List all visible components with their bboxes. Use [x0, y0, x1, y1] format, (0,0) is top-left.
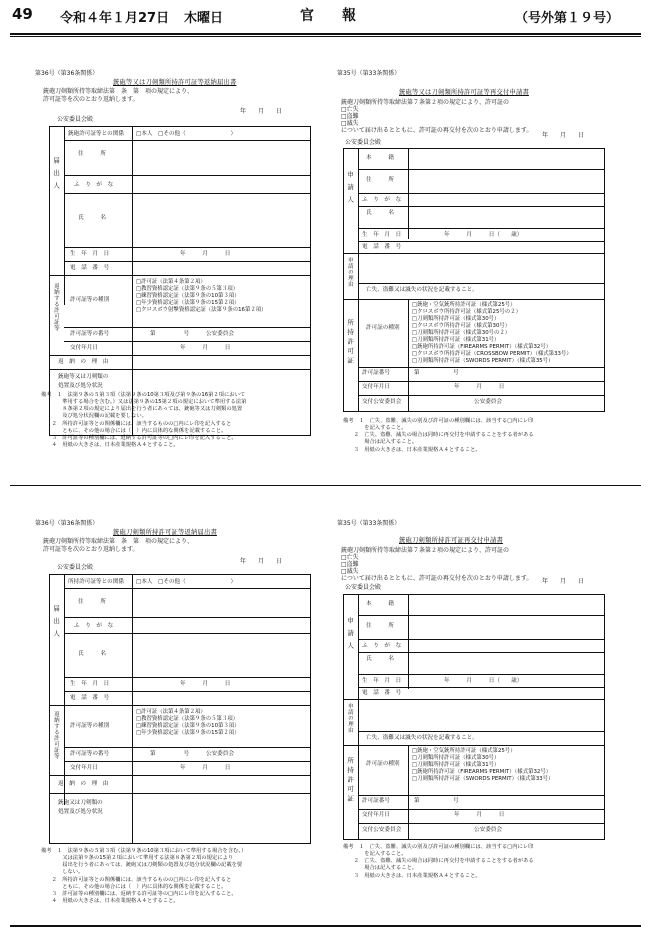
loss-instruction: 亡失、盗難又は滅失の状況を記載すること。	[366, 287, 478, 293]
form-notes: 備考 １ 法第９条の５第３項（法第９条の10第３項及び第９条の16第２項において 準用する場合を含む。）又は法第９条の15第２項の規定において準用する法第 ８条第２項の規定により届出を行う者にあっては、銃砲等又は刀剣類の処置 及び処分状況欄の記載を要しない。 ２ 所持許可証等との関係欄には、該当するものの□内にレ印を記入すると ともに、その他の場合には（ ）内に具体的な関係を記載すること。 ３ 許可証等の種別欄には、返納する許可証等の□内にレ印を記入すること。 ４ 用紙の大きさは、日本産業規格Ａ４とすること。	[41, 392, 247, 448]
kind-label: 許可証等の種別	[70, 297, 110, 303]
furigana-label: ふ り が な	[362, 197, 402, 203]
furigana-label: ふ り が な	[74, 182, 114, 188]
kind-option[interactable]: □銃砲所持許可証（FIREARMS PERMIT）（様式第32号）	[412, 769, 552, 776]
domicile-label: 本 籍	[366, 601, 394, 607]
birthdate-value[interactable]: 年 月 日	[180, 681, 231, 687]
reason-label: 返 納 の 理 由	[58, 359, 109, 365]
kind-option[interactable]: □クロスボウ射撃資格認定証（法第９条の16第２項）	[136, 307, 267, 314]
commission-line: 公安委員会殿	[345, 139, 382, 146]
authority-value[interactable]: 公安委員会	[474, 827, 502, 833]
kind-option[interactable]: □クロスボウ所持許可証（様式第30号）	[412, 323, 511, 330]
number-value[interactable]: 第 号	[414, 798, 459, 804]
kind-option[interactable]: □年少資格認定証（法第９条の15第２項）	[136, 300, 240, 307]
form-intro: 銃砲刀剣類所持等取締法第 条 第 項の規定により、 許可証等を次のとおり返納します。	[43, 538, 194, 553]
kind-option[interactable]: □クロスボウ所持許可証（CROSSBOW PERMIT）（様式第33号）	[412, 351, 572, 358]
date-line: 年 月 日	[542, 132, 585, 139]
kind-option[interactable]: □銃砲所持許可証（FIREARMS PERMIT）（様式第32号）	[412, 344, 552, 351]
number-value[interactable]: 第 号 公安委員会	[150, 331, 234, 337]
authority-label: 交付公安委員会	[362, 399, 402, 405]
publication-title: 官 報	[300, 8, 356, 24]
number-label: 許可証等の番号	[70, 331, 110, 337]
issued-value[interactable]: 年 月 日	[180, 345, 231, 351]
issued-label: 交付年月日	[362, 812, 390, 818]
kind-option[interactable]: □刀剣類所持許可証（様式第31号）	[412, 337, 500, 344]
birthdate-label: 生 年 月 日	[362, 678, 402, 684]
form-reissue-top	[337, 70, 637, 470]
issued-value[interactable]: 年 月 日	[454, 812, 505, 818]
kind-option[interactable]: □教習資格認定証（法第９条の５第３項）	[136, 716, 239, 723]
address-label: 住 所	[78, 151, 106, 157]
holding-section-label: 所持許可証	[346, 319, 355, 367]
form-intro: 銃砲刀剣類所持等取締法第 条 第 項の規定により、 許可証等を次のとおり返納します。	[43, 88, 194, 103]
relation-options[interactable]: □本人 □その他（ ）	[136, 131, 237, 137]
form-number: 第36号（第36条関係）	[35, 70, 99, 77]
date-line: 年 月 日	[542, 578, 585, 585]
birthdate-value[interactable]: 年 月 日（ 歳）	[444, 678, 523, 684]
form-title: 銃砲等又は刀剣類所持許可証等返納届出書	[113, 79, 237, 86]
form-notes: 備考 １ 亡失、盗難、滅失の別及び許可証の種別欄には、該当する□内にレ印 を記入すること。 ２ 亡失、盗難、滅失の場合は同時に再交付を申請することをする者がある 場合は記入すること。 ３ 用紙の大きさは、日本産業規格Ａ４とすること。	[343, 844, 534, 879]
kind-option[interactable]: □刀剣類所持許可証（様式第30号）	[412, 755, 500, 762]
phone-label: 電 話 番 号	[362, 244, 402, 250]
address-label: 住 所	[366, 177, 394, 183]
kind-label: 許可証の種別	[366, 761, 400, 767]
kind-options[interactable]	[412, 748, 553, 783]
birthdate-label: 生 年 月 日	[70, 681, 110, 687]
form-reissue-bottom	[337, 520, 637, 920]
side-label: 申請人	[346, 171, 355, 209]
form-number: 第36号（第36条関係）	[35, 520, 99, 527]
kind-options[interactable]	[136, 279, 267, 314]
issued-value[interactable]: 年 月 日	[454, 384, 505, 390]
kind-option[interactable]: □銃砲・空気銃所持許可証（様式第25号）	[412, 302, 516, 308]
number-value[interactable]: 第 号 公安委員会	[150, 751, 234, 757]
name-label: 氏 名	[366, 210, 394, 216]
date-line: 年 月 日	[240, 558, 283, 565]
kind-option[interactable]: □銃砲・空気銃所持許可証（様式第25号）	[412, 748, 516, 754]
furigana-label: ふ り が な	[362, 643, 402, 649]
kind-label: 許可証の種別	[366, 325, 400, 331]
page-header	[0, 0, 651, 30]
header-rule	[10, 33, 641, 35]
issued-label: 交付年月日	[70, 765, 98, 771]
commission-line: 公安委員会殿	[57, 116, 94, 123]
form-intro: 銃砲刀剣類所持等取締法第７条第２項の規定により、許可証の □亡失 □盗難 □滅失 について届け出るとともに、許可証の再交付を次のとおり申請します。	[341, 99, 533, 134]
number-label: 許可証番号	[362, 370, 390, 376]
return-section-label: 返納する許可証等	[52, 711, 59, 759]
disposal-label: 銃砲又は刀剣類の 処置及び処分状況	[58, 800, 103, 815]
reissue-form-table	[343, 594, 605, 840]
issue-number: （号外第１９号）	[515, 11, 620, 26]
authority-value[interactable]: 公安委員会	[474, 399, 502, 405]
kind-options[interactable]	[412, 302, 572, 365]
phone-label: 電 話 番 号	[362, 690, 402, 696]
kind-option[interactable]: □刀剣類所持許可証（様式第31号）	[412, 762, 500, 769]
footer-rule	[10, 925, 641, 927]
form-return-bottom	[35, 520, 335, 920]
header-weekday: 木曜日	[184, 11, 224, 26]
kind-option[interactable]: □教習資格認定証（法第９条の５第３項）	[136, 286, 239, 293]
date-line: 年 月 日	[240, 108, 283, 115]
form-title: 銃砲刀剣類所持許可証等返納届出書	[113, 529, 217, 536]
birthdate-value[interactable]: 年 月 日	[180, 251, 231, 257]
kind-option[interactable]: □練習資格認定証（法第９条の10第３項）	[136, 293, 240, 300]
issued-label: 交付年月日	[362, 384, 390, 390]
birthdate-label: 生 年 月 日	[70, 251, 110, 257]
form-notes: 備考 １ 亡失、盗難、滅失の別及び許可証の種別欄には、該当する□内にレ印 を記入すること。 ２ 亡失、盗難、滅失の場合は同時に再交付を申請することをする者がある 場合は記入すること。 ３ 用紙の大きさは、日本産業規格Ａ４とすること。	[343, 418, 534, 453]
address-label: 住 所	[78, 599, 106, 605]
phone-label: 電 話 番 号	[70, 695, 110, 701]
form-number: 第35号（第33条関係）	[337, 520, 401, 527]
holding-section-label: 所持許可証	[346, 757, 355, 805]
side-label: 申請人	[346, 617, 355, 655]
kind-option[interactable]: □クロスボウ所持許可証（様式第25号の２）	[412, 309, 521, 316]
kind-option[interactable]: □刀剣類所持許可証（様式第30号の２）	[412, 330, 511, 337]
kind-label: 許可証等の種別	[70, 723, 110, 729]
number-value[interactable]: 第 号	[414, 370, 459, 376]
kind-option[interactable]: □刀剣類所持許可証（SWORDS PERMIT）（様式第35号）	[412, 358, 554, 365]
return-section-label: 返納する許可証等	[52, 283, 59, 331]
phone-label: 電 話 番 号	[70, 265, 110, 271]
number-label: 許可証番号	[362, 798, 390, 804]
commission-line: 公安委員会殿	[345, 584, 382, 591]
side-label: 届出人	[52, 605, 61, 643]
loss-instruction: 亡失、盗難又は滅失の状況を記載すること。	[366, 735, 478, 741]
disposal-label: 銃砲等又は刀剣類の 処置及び処分状況	[58, 374, 109, 389]
return-form-table	[49, 574, 311, 844]
address-label: 住 所	[366, 623, 394, 629]
name-label: 氏 名	[78, 215, 106, 221]
form-notes: 備考 １ 法第９条の５第３項（法第９条の10第３項において準用する場合を含む。） 又は法第９条の15第２項において準用する法第８条第２項の規定により 届出を行う者にあっては、銃砲又は刀剣類の処置及び処分状況欄の記載を要 しない。 ２ 所持許可証等との関係欄には、該当するものの□内にレ印を記入すると ともに、その他の場合には（ ）内に具体的な関係を記載すること。 ３ 許可証等の種別欄には、返納する許可証等の□内にレ印を記入すること。 ４ 用紙の大きさは、日本産業規格Ａ４とすること。	[41, 848, 247, 904]
issued-value[interactable]: 年 月 日	[180, 765, 231, 771]
birthdate-label: 生 年 月 日	[362, 232, 402, 238]
page-number: 49	[12, 5, 33, 23]
side-label: 届出人	[52, 157, 61, 195]
kind-option[interactable]: □練習資格認定証（法第９条の10第３項）	[136, 723, 240, 730]
kind-option[interactable]: □許可証（法第４条第２項）	[136, 279, 206, 285]
relation-label: 銃砲許可証等との関係	[68, 131, 124, 137]
number-label: 許可証等の番号	[70, 751, 110, 757]
relation-options[interactable]: □本人 □その他（ ）	[136, 579, 237, 585]
kind-option[interactable]: □許可証（法第４条第２項）	[136, 709, 206, 715]
kind-option[interactable]: □年少資格認定証（法第９条の15第２項）	[136, 730, 240, 737]
form-return-top	[35, 70, 335, 470]
form-title: 銃砲刀剣類所持許可証再交付申請書	[399, 537, 503, 544]
header-rule-thin	[10, 36, 641, 37]
application-reason-label: 申請の理由	[346, 257, 353, 287]
header-date: 令和４年１月27日	[60, 11, 170, 26]
reissue-form-table	[343, 148, 605, 412]
name-label: 氏 名	[78, 651, 106, 657]
commission-line: 公安委員会殿	[57, 564, 94, 571]
issued-label: 交付年月日	[70, 345, 98, 351]
name-label: 氏 名	[366, 656, 394, 662]
form-intro: 銃砲刀剣類所持等取締法第７条第２項の規定により、許可証の □亡失 □盗難 □滅失 について届け出るとともに、許可証の再交付を次のとおり申請します。	[341, 547, 533, 582]
form-title: 銃砲等又は刀剣類所持許可証等再交付申請書	[399, 89, 529, 96]
kind-option[interactable]: □刀剣類所持許可証（様式第30号）	[412, 316, 500, 323]
domicile-label: 本 籍	[366, 155, 394, 161]
birthdate-value[interactable]: 年 月 日（ 歳）	[444, 232, 523, 238]
middle-divider	[10, 485, 641, 486]
kind-options[interactable]	[136, 709, 240, 737]
kind-option[interactable]: □刀剣類所持許可証（SWORDS PERMIT）（様式第33号）	[412, 776, 554, 783]
authority-label: 交付公安委員会	[362, 827, 402, 833]
form-number: 第35号（第33条関係）	[337, 70, 401, 77]
furigana-label: ふ り が な	[74, 623, 114, 629]
reason-label: 返 納 の 理 由	[58, 781, 109, 787]
relation-label: 所持許可証等との関係	[68, 579, 124, 585]
application-reason-label: 申請の理由	[346, 703, 353, 733]
return-form-table	[49, 126, 311, 436]
